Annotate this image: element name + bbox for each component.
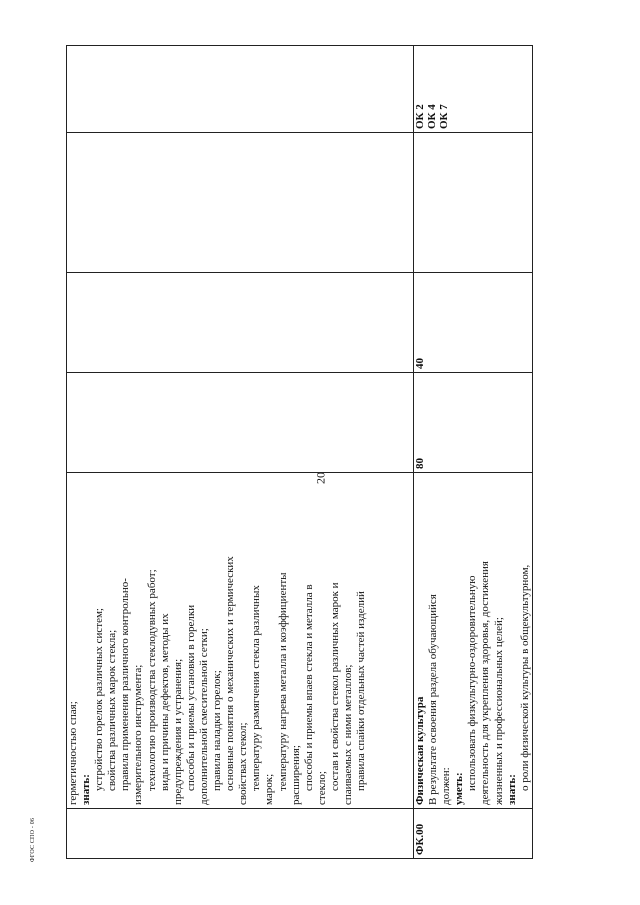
content-line: температуру нагрева металла и коэффициенты: [276, 572, 289, 791]
content-line: стекло;: [315, 771, 328, 805]
class-hours-cell: [67, 273, 414, 373]
content-line: использовать физкультурно-оздоровительную: [466, 575, 479, 791]
table-row: [67, 46, 414, 859]
content-line: уметь:: [453, 772, 466, 805]
index-cell: [67, 809, 414, 859]
discipline-cell: [67, 133, 414, 273]
content-line: расширения;: [289, 745, 302, 805]
content-line: знать:: [80, 774, 93, 805]
content-line: температуру размягчения стекла различных: [250, 585, 263, 791]
content-line: свойства различных марок стекла;: [106, 629, 119, 791]
max-hours-cell: [67, 373, 414, 473]
content-cell: [414, 473, 533, 809]
content-line: дополнительной смесительной сетки;: [197, 628, 210, 805]
content-line: правила спайки отдельных частей изделий: [355, 591, 368, 791]
content-line: измерительного инструмента;: [132, 664, 145, 805]
competency-code: ОК 4: [426, 104, 438, 129]
content-line: герметичностью спая;: [67, 701, 79, 805]
content-line: марок;: [263, 773, 276, 805]
content-line: предупреждения и устранения;: [171, 658, 184, 805]
content-line: правила применения различного контрольно-: [119, 578, 132, 791]
competency-cell: [414, 46, 533, 133]
content-cell: [67, 473, 414, 809]
index-cell: ФК.00: [414, 809, 533, 859]
content-line: основные понятия о механических и термических: [224, 556, 237, 791]
content-line: о роли физической культуры в общекультурном,: [518, 564, 531, 791]
content-line: способы и приемы установки в горелки: [184, 604, 197, 791]
content-line: Физическая культура: [414, 696, 426, 805]
content-line: деятельность для укрепления здоровья, достижения: [479, 561, 492, 805]
competency-code: ОК 2: [414, 104, 426, 129]
table-row: [414, 46, 533, 859]
content-line: жизненных и профессиональных целей;: [492, 617, 505, 805]
content-line: виды и причины дефектов, методы их: [158, 613, 171, 791]
competency-cell: [67, 46, 414, 133]
content-line: технологию производства стеклодувных работ;: [145, 569, 158, 791]
content-line: спаиваемых с ними металлов;: [341, 664, 354, 805]
page-number: 20: [313, 472, 328, 484]
content-line: способы и приемы впаев стекла и металла в: [302, 584, 315, 791]
discipline-cell: [414, 133, 533, 273]
content-line: должен:: [440, 767, 453, 805]
content-line: свойствах стекол;: [237, 722, 250, 805]
content-line: устройство горелок различных систем;: [93, 608, 106, 791]
content-line: правила наладки горелок;: [211, 670, 224, 791]
content-line: В результате освоения раздела обучающийся: [427, 594, 440, 805]
content-line: знать:: [505, 774, 518, 805]
max-hours-cell: 80: [414, 373, 533, 473]
competency-code: ОК 7: [438, 104, 450, 129]
class-hours-cell: 40: [414, 273, 533, 373]
content-line: состав и свойства стекол различных марок и: [328, 582, 341, 791]
footer-standard-label: ФГОС СПО - 06: [30, 817, 36, 863]
curriculum-table: [66, 45, 533, 859]
rotated-page-content: [66, 46, 531, 859]
